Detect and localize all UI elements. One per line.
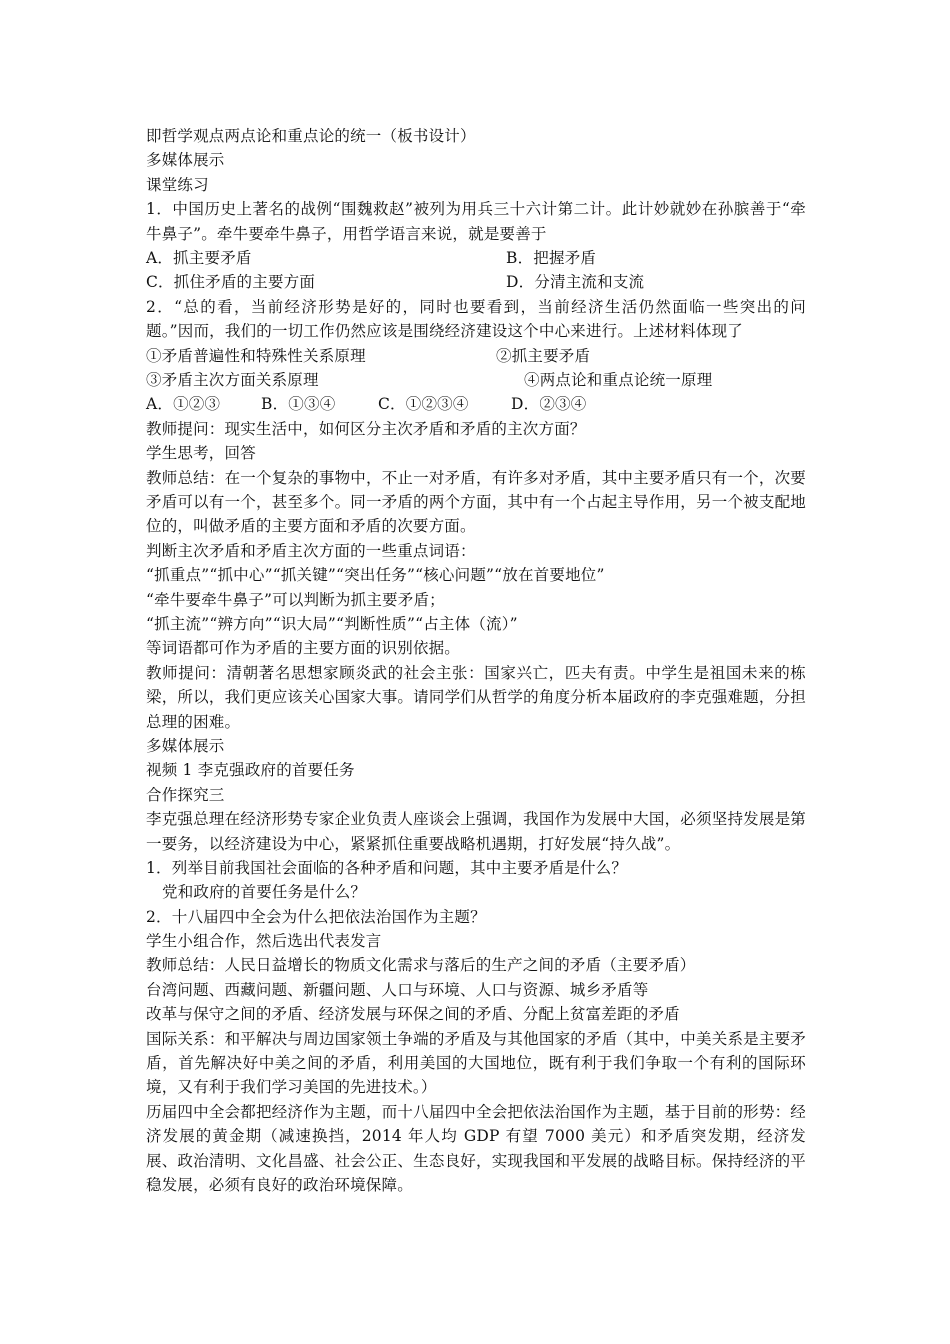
paragraph: 李克强总理在经济形势专家企业负责人座谈会上强调，我国作为发展中大国，必须坚持发展是第一要务，以经济建设为中心，紧紧抓住重要战略机遇期，打好发展“持久战”。	[146, 810, 806, 853]
question-2-items-row-2	[146, 368, 806, 392]
text-line: 判断主次矛盾和矛盾主次方面的一些重点词语：	[146, 541, 476, 560]
option-c: C．抓住矛盾的主要方面	[146, 273, 316, 292]
option-c: C．①②③④	[378, 395, 469, 414]
question-line: 2．十八届四中全会为什么把依法治国作为主题？	[146, 907, 486, 926]
option-b: B．把握矛盾	[506, 248, 597, 267]
item-3: ③矛盾主次方面关系原理	[146, 370, 319, 389]
text-line: 视频 1 李克强政府的首要任务	[146, 761, 355, 780]
text-line: “抓重点”“抓中心”“抓关键”“突出任务”“核心问题”“放在首要地位”	[146, 566, 605, 585]
question-1-stem: 1．中国历史上著名的战例“围魏救赵”被列为用兵三十六计第二计。此计妙就妙在孙膑善于“牵牛鼻子”。牵牛要牵牛鼻子，用哲学语言来说，就是要善于	[146, 200, 806, 243]
paragraph: 历届四中全会都把经济作为主题，而十八届四中全会把依法治国作为主题，基于目前的形势：经济发展的黄金期（减速换挡，2014 年人均 GDP 有望 7000 美元）和矛盾突发期，经济发展、政治清明、文化昌盛、社会公正、生态良好，实现我国和平发展的战略目标。保持经济的平稳发展，必须有良好的政治环境保障。	[146, 1102, 806, 1195]
text-line: 等词语都可作为矛盾的主要方面的识别依据。	[146, 639, 461, 658]
option-d: D．分清主流和支流	[506, 273, 645, 292]
text-line: “牵牛要牵牛鼻子”可以判断为抓主要矛盾；	[146, 590, 445, 609]
question-2-options	[146, 392, 806, 416]
section-heading: 课堂练习	[146, 175, 209, 194]
item-1: ①矛盾普遍性和特殊性关系原理	[146, 346, 366, 365]
paragraph: 教师总结：在一个复杂的事物中，不止一对矛盾，有许多对矛盾，其中主要矛盾只有一个，次要矛盾可以有一个，甚至多个。同一矛盾的两个方面，其中有一个占起主导作用，另一个被支配地位的，叫做矛盾的主要方面和矛盾的次要方面。	[146, 468, 806, 536]
option-d: D．②③④	[511, 395, 587, 414]
text-line: 即哲学观点两点论和重点论的统一（板书设计）	[146, 127, 476, 145]
section-heading: 合作探究三	[146, 785, 225, 804]
text-line: 学生小组合作，然后选出代表发言	[146, 932, 382, 951]
item-2: ②抓主要矛盾	[496, 346, 591, 365]
item-4: ④两点论和重点论统一原理	[524, 370, 713, 389]
option-b: B．①③④	[261, 395, 336, 414]
question-2-stem: 2．“总的看，当前经济形势是好的，同时也要看到，当前经济生活仍然面临一些突出的问题。”因而，我们的一切工作仍然应该是围绕经济建设这个中心来进行。上述材料体现了	[146, 297, 806, 341]
text-line: 台湾问题、西藏问题、新疆问题、人口与环境、人口与资源、城乡矛盾等	[146, 980, 649, 999]
option-a: A．①②③	[146, 395, 221, 414]
question-line: 1．列举目前我国社会面临的各种矛盾和问题，其中主要矛盾是什么？	[146, 858, 628, 877]
text-line: 学生思考，回答	[146, 444, 256, 463]
section-heading: 多媒体展示	[146, 736, 225, 755]
question-1-options-row-2	[146, 270, 806, 294]
option-a: A．抓主要矛盾	[146, 248, 252, 267]
paragraph: 国际关系：和平解决与周边国家领土争端的矛盾及与其他国家的矛盾（其中，中美关系是主要矛盾，首先解决好中美之间的矛盾，利用美国的大国地位，既有利于我们争取一个有利的国际环境，又有利于我们学习美国的先进技术。）	[146, 1029, 806, 1097]
text-line: 教师总结：人民日益增长的物质文化需求与落后的生产之间的矛盾（主要矛盾）	[146, 956, 696, 975]
question-line: 党和政府的首要任务是什么？	[162, 883, 367, 902]
paragraph: 教师提问：清朝著名思想家顾炎武的社会主张：国家兴亡，匹夫有责。中学生是祖国未来的栋梁，所以，我们更应该关心国家大事。请同学们从哲学的角度分析本届政府的李克强难题，分担总理的困难。	[146, 663, 806, 731]
question-2-items-row-1	[146, 344, 806, 368]
question-1-options-row-1	[146, 246, 806, 270]
text-line: 教师提问：现实生活中，如何区分主次矛盾和矛盾的主次方面？	[146, 419, 586, 438]
document-body	[146, 124, 806, 1197]
section-heading: 多媒体展示	[146, 151, 225, 170]
text-line: “抓主流”“辨方向”“识大局”“判断性质”“占主体（流）”	[146, 614, 518, 633]
text-line: 改革与保守之间的矛盾、经济发展与环保之间的矛盾、分配上贫富差距的矛盾	[146, 1005, 680, 1024]
